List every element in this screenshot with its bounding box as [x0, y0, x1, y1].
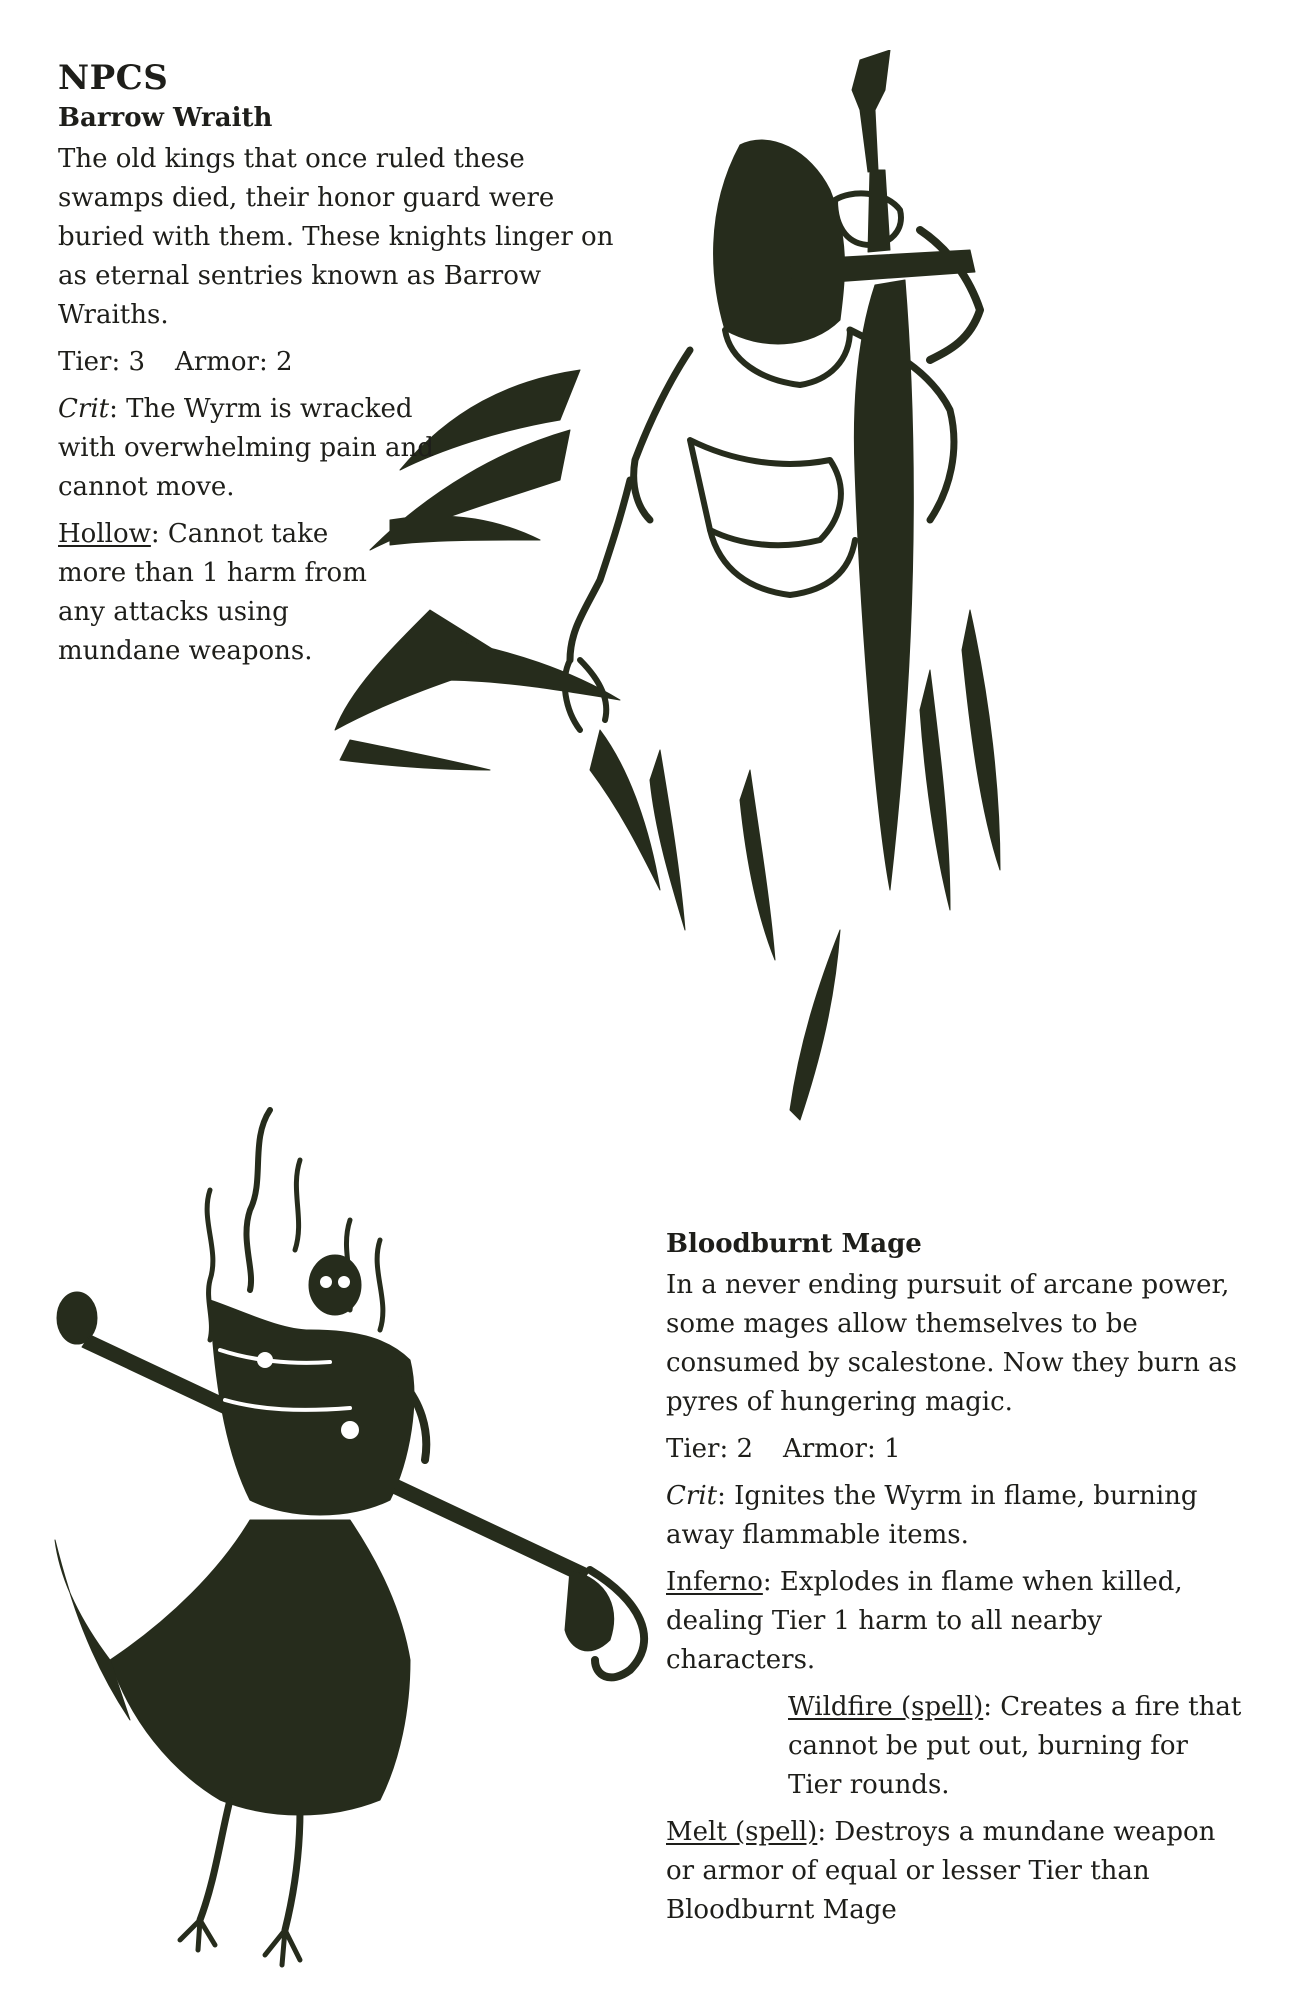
ability-text: : Explodes in flame when killed, dealing Tier 1 harm to all nearby characters.	[666, 1567, 1183, 1675]
tier-stat: Tier: 2	[666, 1434, 754, 1464]
ability-label: Hollow	[58, 519, 151, 549]
npc-description: The old kings that once ruled these swamps died, their honor guard were buried with them. These knights linger on as eternal sentries known as Barrow Wraiths.	[58, 144, 614, 330]
npc-name: Barrow Wraith	[58, 103, 273, 133]
ability-label: Crit	[666, 1481, 718, 1511]
ability-crit	[58, 390, 458, 507]
npc-stats	[666, 1430, 1246, 1469]
ability-text: : Creates a fire that cannot be put out, burning for Tier rounds.	[788, 1692, 1242, 1800]
ability-hollow	[58, 515, 388, 671]
npc-description: In a never ending pursuit of arcane power, some mages allow themselves to be consumed by scalestone. Now they burn as pyres of hungering magic.	[666, 1270, 1237, 1417]
ability-text: : Cannot take more than 1 harm from any attacks using mundane weapons.	[58, 519, 367, 666]
bloodburnt-mage-illustration	[50, 1100, 770, 1980]
npc-stats	[58, 343, 618, 382]
ability-crit	[666, 1477, 1246, 1555]
ability-label: Crit	[58, 394, 110, 424]
bloodburnt-mage-section	[666, 1226, 1246, 1938]
armor-stat: Armor: 1	[783, 1434, 901, 1464]
armor-stat: Armor: 2	[175, 347, 293, 377]
ability-text: : Destroys a mundane weapon or armor of equal or lesser Tier than Bloodburnt Mage	[666, 1817, 1216, 1925]
ability-label: Melt (spell)	[666, 1817, 818, 1847]
section-title: NPCS	[58, 58, 169, 98]
ability-label: Inferno	[666, 1567, 763, 1597]
barrow-wraith-section	[58, 56, 618, 679]
ability-wildfire	[788, 1688, 1246, 1805]
npc-name: Bloodburnt Mage	[666, 1229, 922, 1259]
ability-inferno	[666, 1563, 1246, 1680]
ability-text: : The Wyrm is wracked with overwhelming pain and cannot move.	[58, 394, 434, 502]
ability-text: : Ignites the Wyrm in flame, burning away flammable items.	[666, 1481, 1198, 1550]
ability-label: Wildfire (spell)	[788, 1692, 984, 1722]
ability-melt	[666, 1813, 1246, 1930]
tier-stat: Tier: 3	[58, 347, 146, 377]
